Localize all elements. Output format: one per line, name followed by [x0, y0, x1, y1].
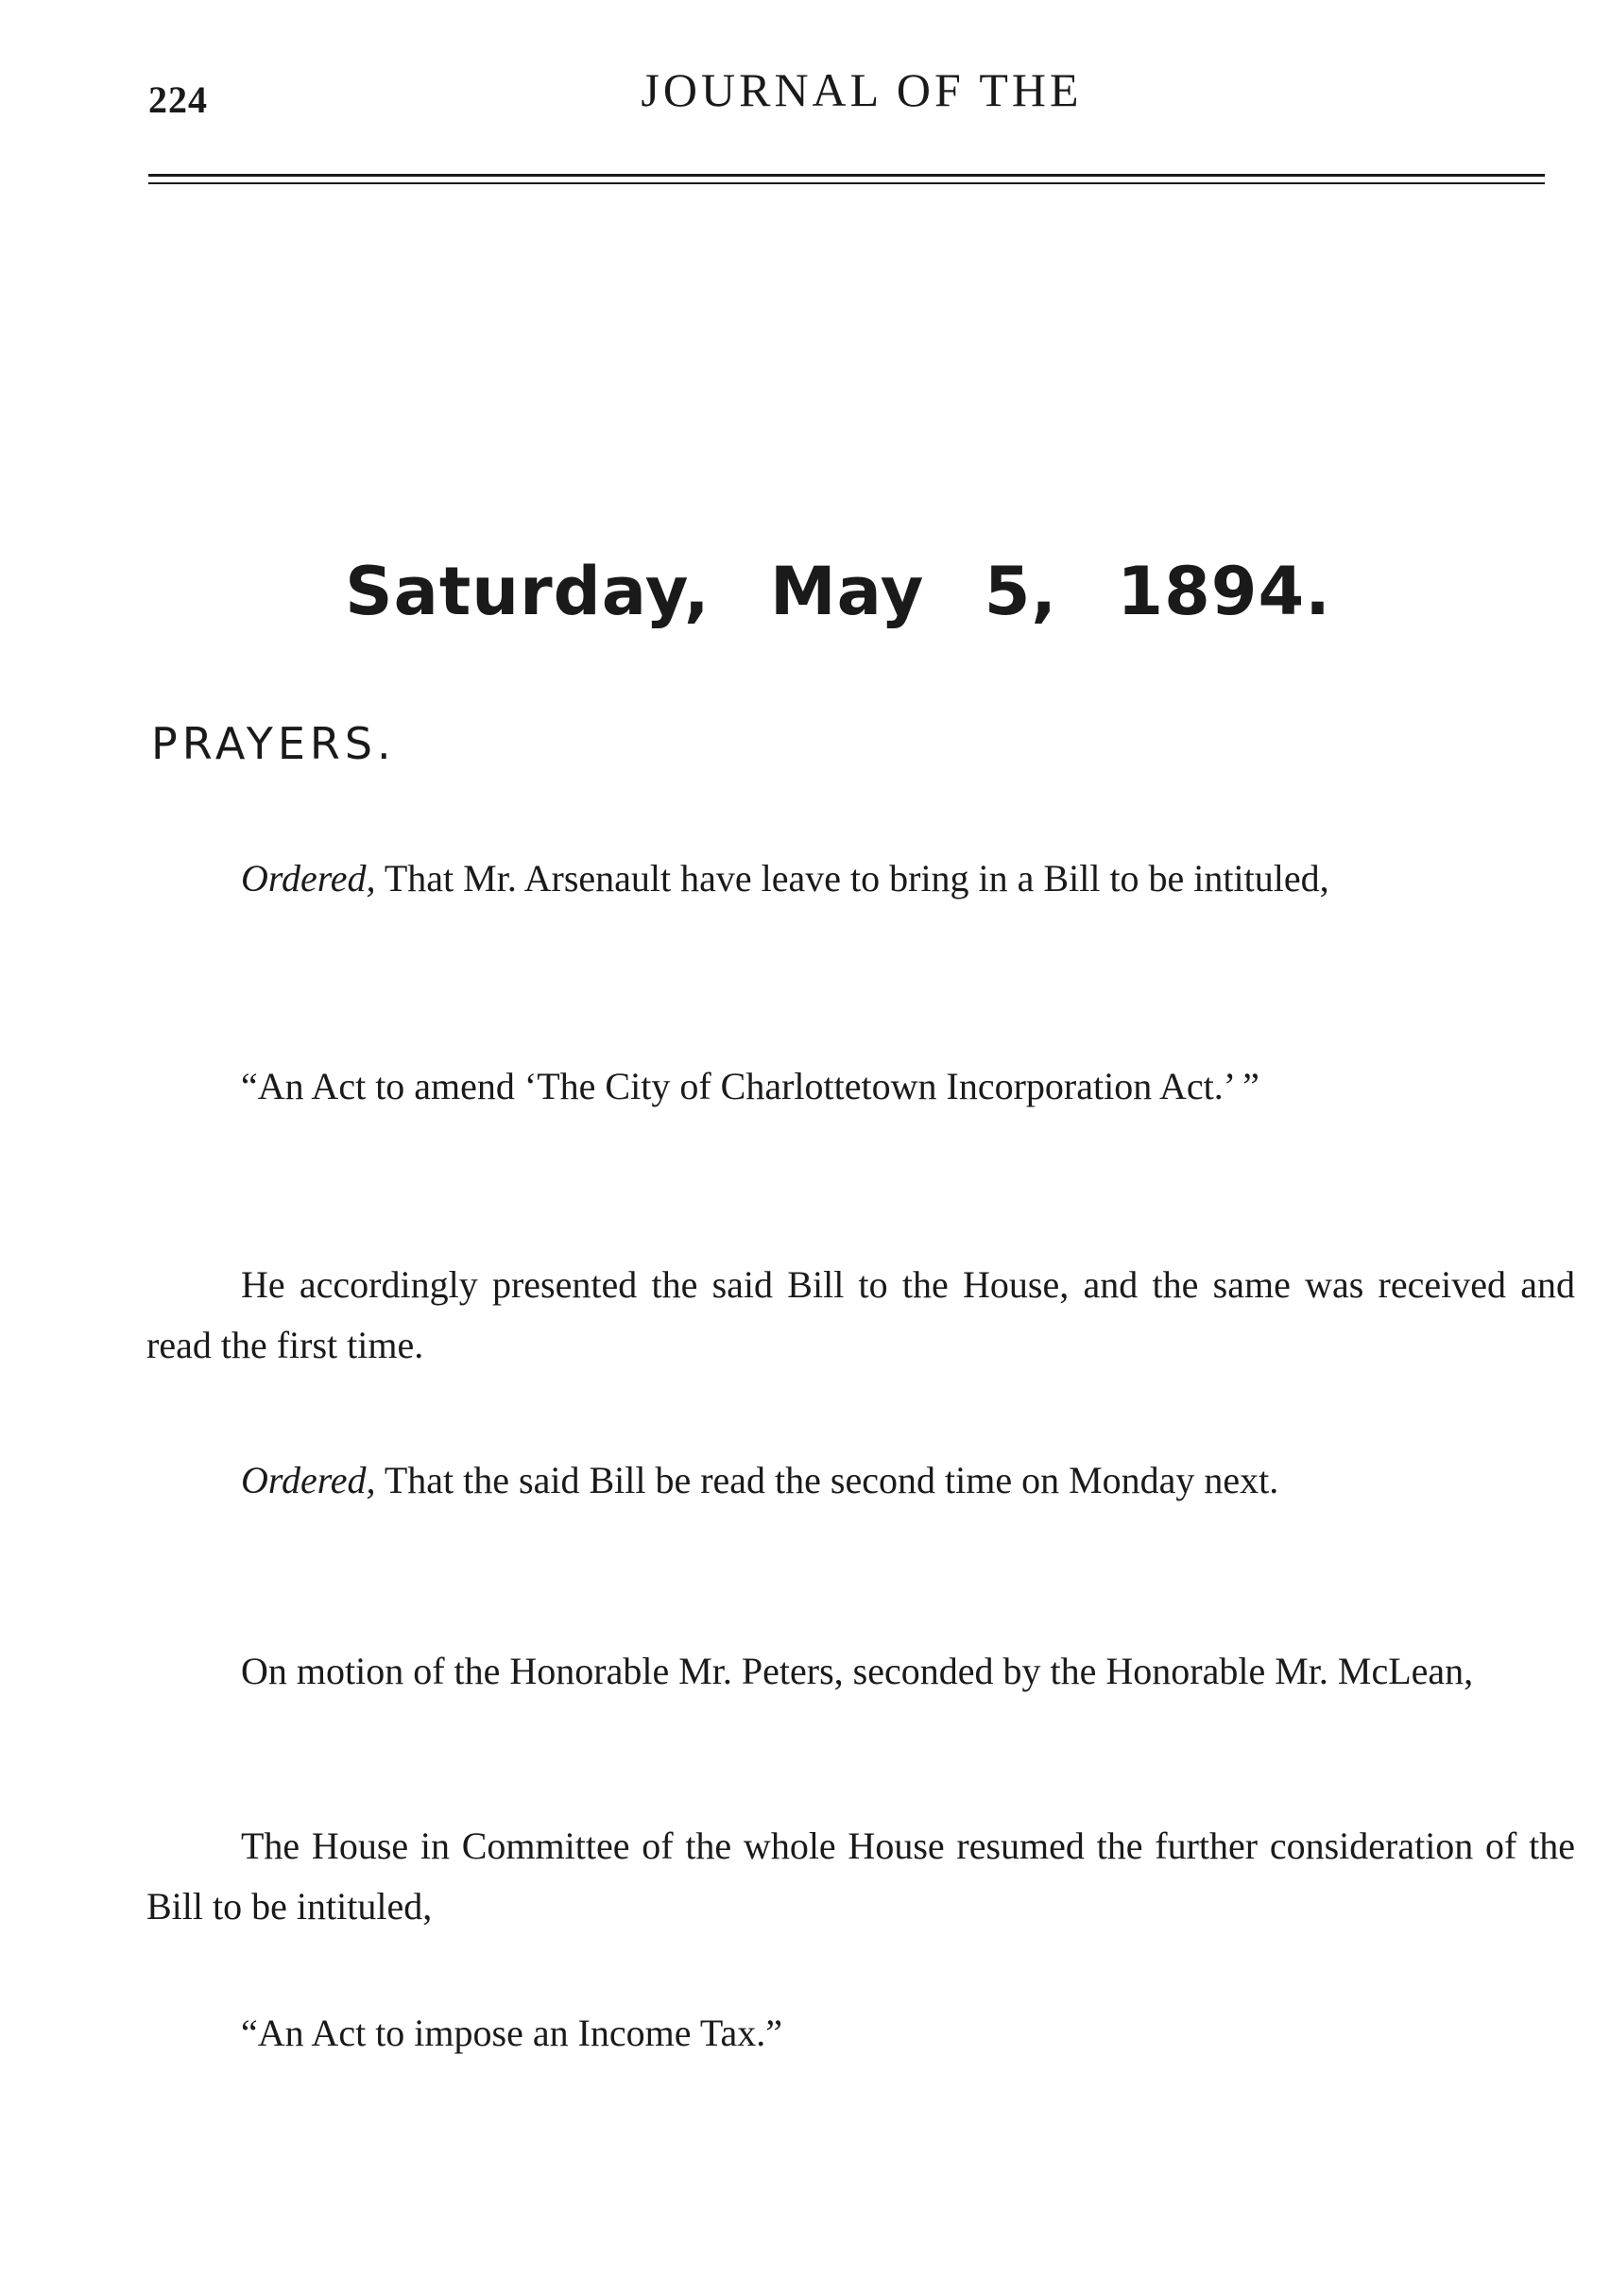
paragraph-italic-lead: Ordered,	[241, 1459, 376, 1501]
paragraph-ordered-second-reading	[146, 1450, 1575, 1511]
section-heading: PRAYERS.	[151, 718, 396, 769]
paragraph-bill-presented	[146, 1255, 1575, 1376]
running-title: JOURNAL OF THE	[641, 63, 1083, 116]
paragraph-text: On motion of the Honorable Mr. Peters, seconded by the Honorable Mr. McLean,	[241, 1650, 1474, 1692]
paragraph-text: That Mr. Arsenault have leave to bring in a Bill to be intituled,	[375, 857, 1329, 900]
paragraph-text: “An Act to impose an Income Tax.”	[241, 2012, 782, 2054]
date-heading: Saturday, May 5, 1894.	[345, 553, 1331, 630]
paragraph-bill-title-charlottetown	[146, 1056, 1575, 1117]
paragraph-text: The House in Committee of the whole House resumed the further consideration of the Bill to be intituled,	[146, 1825, 1575, 1928]
paragraph-ordered-leave	[146, 848, 1575, 909]
paragraph-bill-title-income-tax	[146, 2003, 1575, 2064]
paragraph-motion	[146, 1641, 1575, 1702]
header-rule-bottom	[148, 182, 1545, 184]
paragraph-text: That the said Bill be read the second time on Monday next.	[375, 1459, 1279, 1501]
page-number: 224	[148, 78, 208, 121]
paragraph-text: “An Act to amend ‘The City of Charlottetown Incorporation Act.’ ”	[241, 1065, 1259, 1107]
paragraph-italic-lead: Ordered,	[241, 857, 376, 900]
header-rule-top	[148, 174, 1545, 177]
paragraph-committee	[146, 1816, 1575, 1937]
paragraph-text: He accordingly presented the said Bill to the House, and the same was received and read the first time.	[146, 1263, 1575, 1366]
